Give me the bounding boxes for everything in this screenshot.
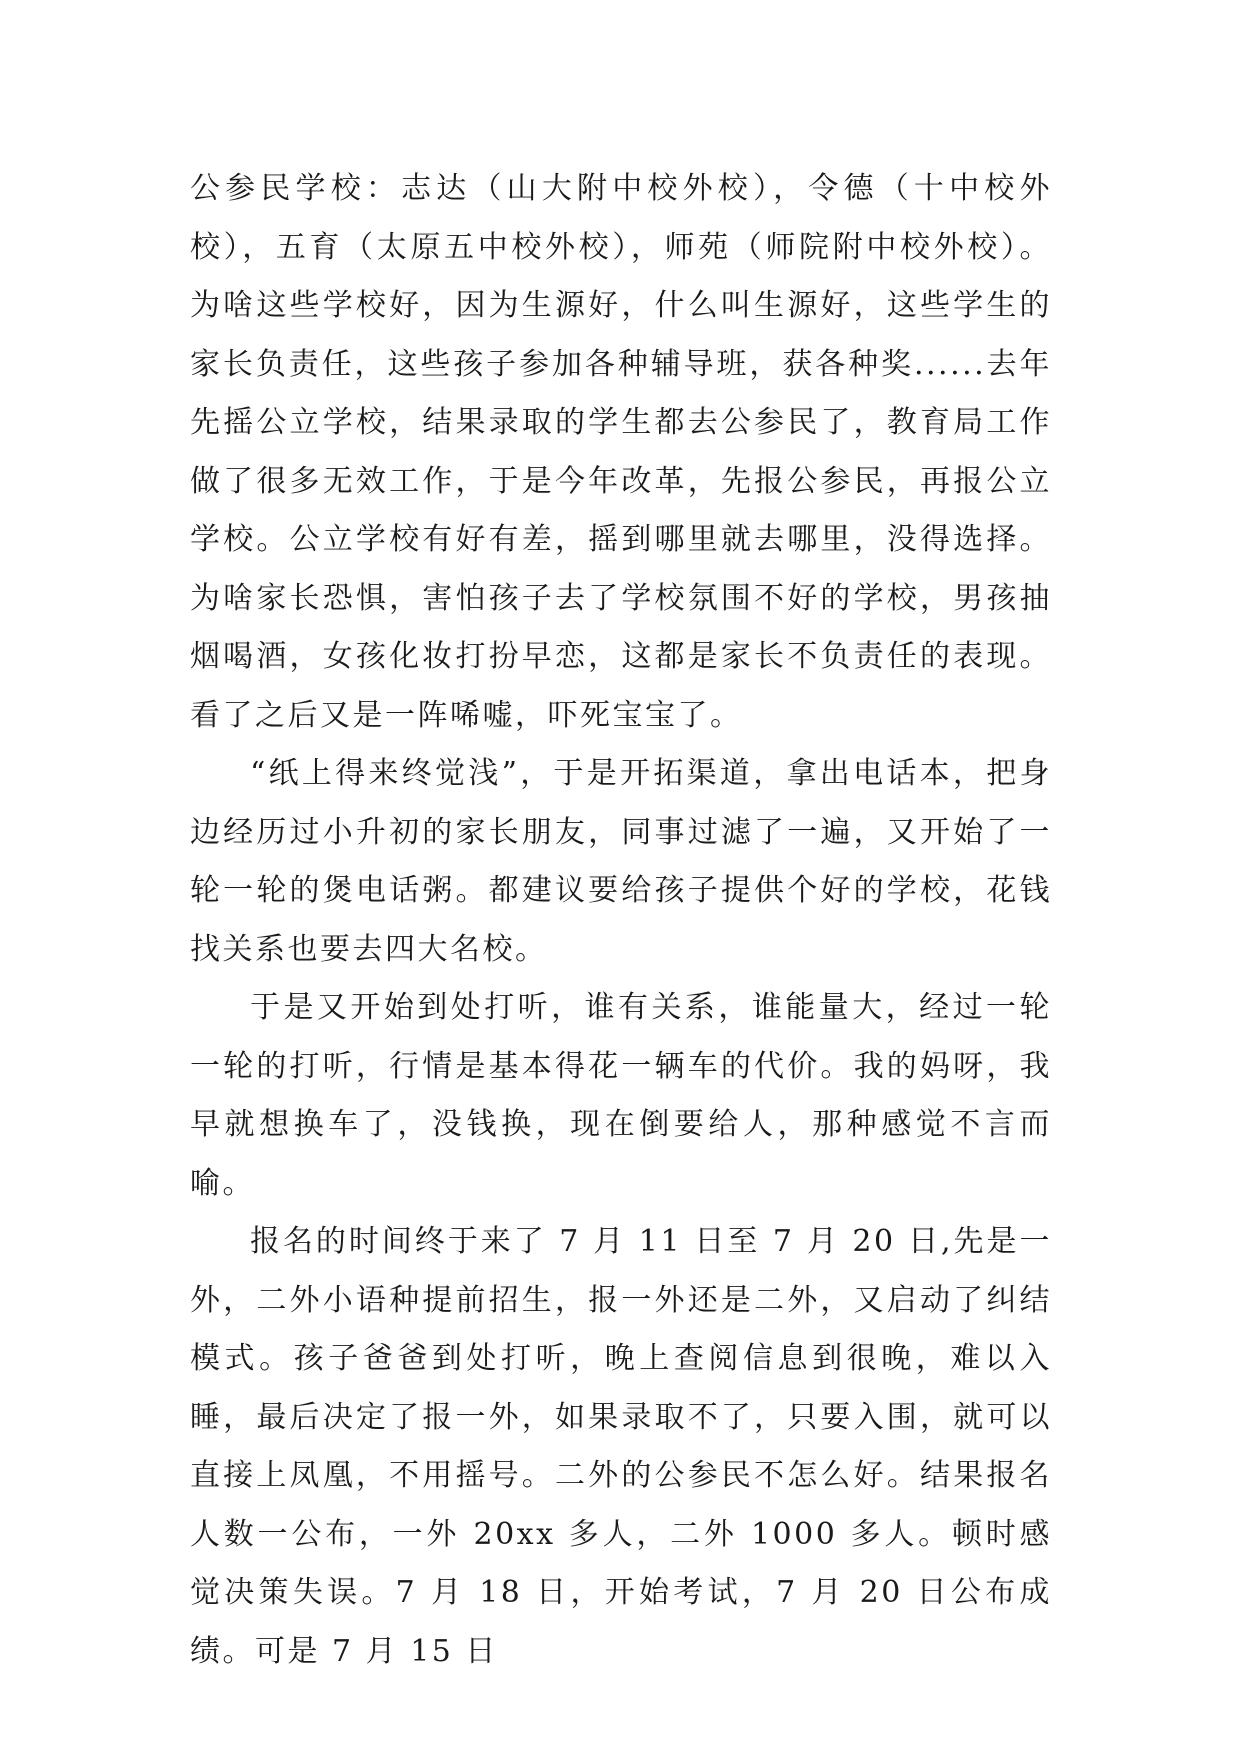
paragraph-4: 报名的时间终于来了 7 月 11 日至 7 月 20 日,先是一外，二外小语种提前招生，报一外还是二外，又启动了纠结模式。孩子爸爸到处打听，晚上查阅信息到很晚，难以入睡，最后决定了报一外，如果录取不了，只要入围，就可以直接上凤凰，不用摇号。二外的公参民不怎么好。结果报名人数一公布，一外 20xx 多人，二外 1000 多人。顿时感觉决策失误。7 月 18 日，开始考试，7 月 20 日公布成绩。可是 7 月 15 日 (190, 1224, 1052, 1669)
paragraph-1: 公参民学校：志达（山大附中校外校），令德（十中校外校），五育（太原五中校外校），师苑（师院附中校外校）。为啥这些学校好，因为生源好，什么叫生源好，这些学生的家长负责任，这些孩子参加各种辅导班，获各种奖......去年先摇公立学校，结果录取的学生都去公参民了，教育局工作做了很多无效工作，于是今年改革，先报公参民，再报公立学校。公立学校有好有差，摇到哪里就去哪里，没得选择。为啥家长恐惧，害怕孩子去了学校氛围不好的学校，男孩抽烟喝酒，女孩化妆打扮早恋，这都是家长不负责任的表现。看了之后又是一阵唏嘘，吓死宝宝了。 (190, 171, 1052, 733)
paragraph-2: “纸上得来终觉浅”，于是开拓渠道，拿出电话本，把身边经历过小升初的家长朋友，同事过滤了一遍，又开始了一轮一轮的煲电话粥。都建议要给孩子提供个好的学校，花钱找关系也要去四大名校。 (190, 756, 1052, 967)
paragraph-3: 于是又开始到处打听，谁有关系，谁能量大，经过一轮一轮的打听，行情是基本得花一辆车的代价。我的妈呀，我早就想换车了，没钱换，现在倒要给人，那种感觉不言而喻。 (190, 990, 1052, 1201)
document-body (190, 160, 1052, 1681)
